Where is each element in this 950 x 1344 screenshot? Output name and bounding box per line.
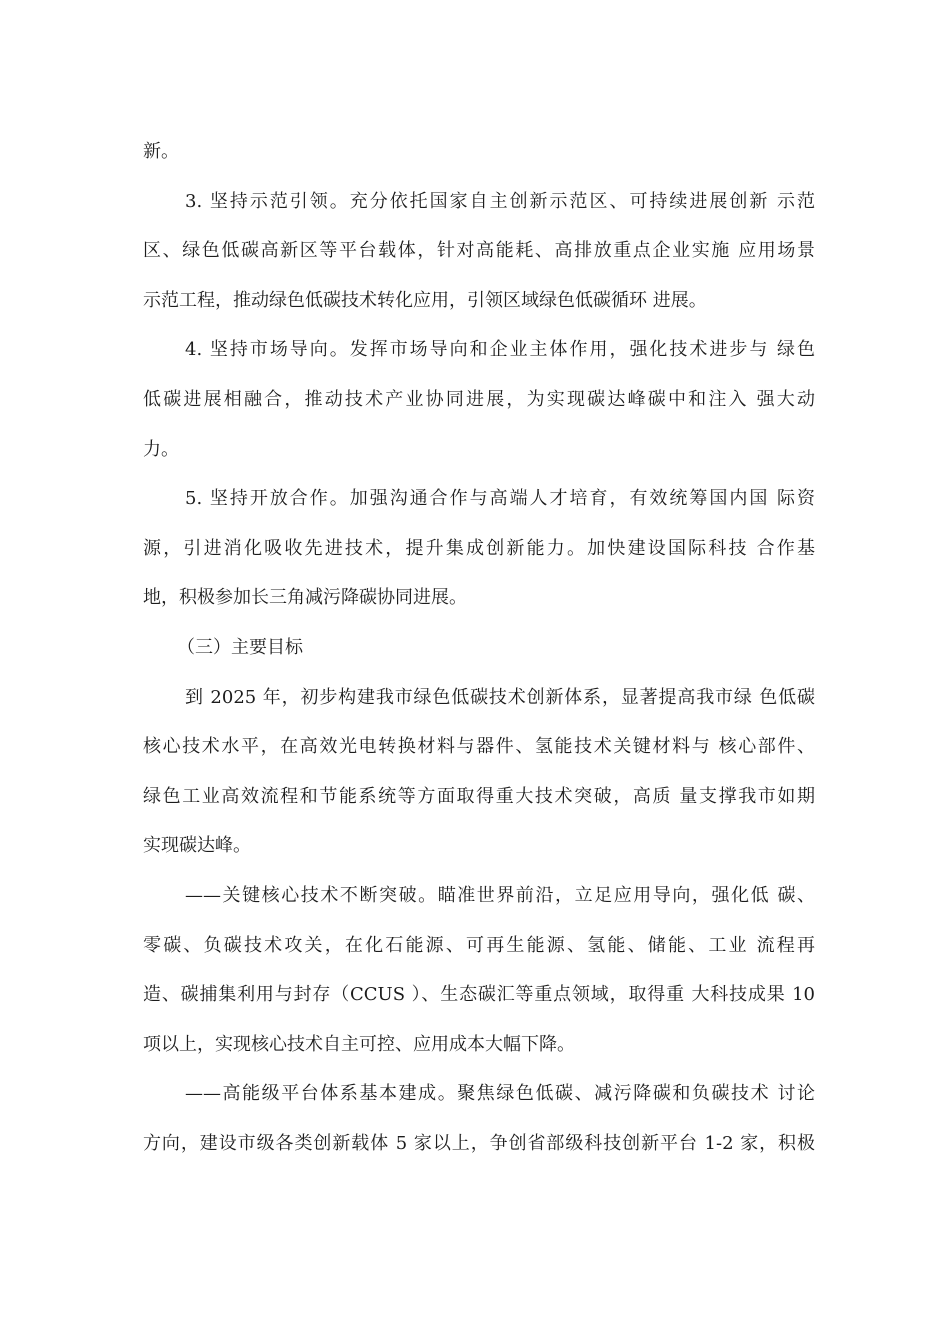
paragraph-item-5 xyxy=(143,474,815,623)
paragraph-line: 项以上，实现核心技术自主可控、应用成本大幅下降。 xyxy=(143,1033,575,1055)
paragraph-line: 地，积极参加长三角减污降碳协同进展。 xyxy=(143,587,467,609)
section-heading xyxy=(143,623,815,673)
paragraph-line: 5. 坚持开放合作。加强沟通合作与高端人才培育，有效统筹国内国 际资 xyxy=(185,488,815,510)
paragraph-line: 4. 坚持市场导向。发挥市场导向和企业主体作用，强化技术进步与 绿色 xyxy=(185,339,815,361)
document-page xyxy=(143,127,815,1168)
paragraph-line: 示范工程，推动绿色低碳技术转化应用，引领区域绿色低碳循环 进展。 xyxy=(143,289,707,311)
paragraph-line: ——高能级平台体系基本建成。聚焦绿色低碳、减污降碳和负碳技术 讨论 xyxy=(185,1083,815,1105)
section-heading-text: （三）主要目标 xyxy=(177,636,303,658)
paragraph-line: 3. 坚持示范引领。充分依托国家自主创新示范区、可持续进展创新 示范 xyxy=(185,190,815,212)
paragraph-line: 绿色工业高效流程和节能系统等方面取得重大技术突破，高质 量支撑我市如期 xyxy=(143,785,815,807)
paragraph-core-tech xyxy=(143,871,815,1069)
paragraph-line: 源，引进消化吸收先进技术，提升集成创新能力。加快建设国际科技 合作基 xyxy=(143,537,815,559)
paragraph-line: 方向，建设市级各类创新载体 5 家以上，争创省部级科技创新平台 1-2 家，积极 xyxy=(143,1132,815,1154)
paragraph-main-goal xyxy=(143,673,815,871)
paragraph-platform xyxy=(143,1069,815,1168)
paragraph-continuation xyxy=(143,127,815,177)
paragraph-line: 力。 xyxy=(143,438,179,460)
paragraph-line: 零碳、负碳技术攻关，在化石能源、可再生能源、氢能、储能、工业 流程再 xyxy=(143,934,815,956)
paragraph-line: 区、绿色低碳高新区等平台载体，针对高能耗、高排放重点企业实施 应用场景 xyxy=(143,240,815,262)
paragraph-line: ——关键核心技术不断突破。瞄准世界前沿，立足应用导向，强化低 碳、 xyxy=(185,884,815,906)
paragraph-line: 到 2025 年，初步构建我市绿色低碳技术创新体系，显著提高我市绿 色低碳 xyxy=(185,686,815,708)
paragraph-item-4 xyxy=(143,325,815,474)
paragraph-item-3 xyxy=(143,177,815,326)
paragraph-line: 核心技术水平，在高效光电转换材料与器件、氢能技术关键材料与 核心部件、 xyxy=(143,736,815,758)
paragraph-line: 实现碳达峰。 xyxy=(143,835,251,857)
paragraph-line: 新。 xyxy=(143,141,179,162)
paragraph-line: 低碳进展相融合，推动技术产业协同进展，为实现碳达峰碳中和注入 强大动 xyxy=(143,388,815,410)
paragraph-line: 造、碳捕集利用与封存（CCUS ）、生态碳汇等重点领域，取得重 大科技成果 10 xyxy=(143,984,815,1006)
